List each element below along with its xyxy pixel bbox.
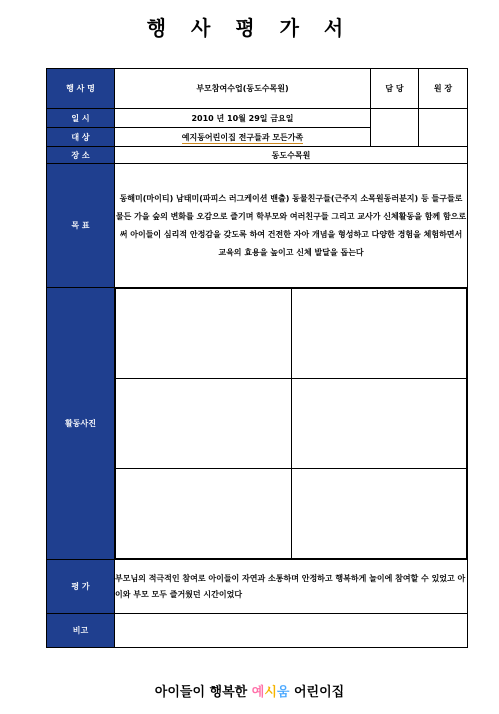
evaluation-form <box>46 68 468 648</box>
photo-grid <box>115 288 467 559</box>
footer-slogan <box>0 681 499 700</box>
label-purpose: 목 표 <box>47 164 115 288</box>
value-target: 예지동어린이집 전구들과 모든가족 <box>181 132 304 142</box>
label-photos: 활동사진 <box>47 288 115 560</box>
row-photos <box>47 288 468 560</box>
evaluation-text: 부모님의 적극적인 참여로 아이들이 자연과 소통하며 안정하고 행복하게 놀이에 참여할 수 있었고 아이와 부모 모두 즐거웠던 시간이었다 <box>115 560 468 614</box>
approval-director-label: 원 장 <box>419 69 468 109</box>
row-event <box>47 69 468 109</box>
photo-slot <box>291 379 467 469</box>
footer-text-before: 아이들이 행복한 <box>154 685 248 700</box>
value-date: 2010 년 10월 29일 금요일 <box>115 109 371 128</box>
label-remarks: 비고 <box>47 614 115 648</box>
row-evaluation <box>47 560 468 614</box>
row-date <box>47 109 468 128</box>
photo-slot <box>116 469 292 559</box>
photo-slot <box>116 289 292 379</box>
brand-logo: 예시움 <box>251 685 290 700</box>
purpose-text: 동해미(마이티) 남태미(파피스 러그케이션 밴출) 동물친구들(근주지 소목원동러분지) 등 들구들로 물든 가을 숲의 변화를 오감으로 즐기며 학부모와 여러친구들 그리고 교사가 신체활동을 함께 함으로써 아이들이 심리적 안정감을 갖도록 하여 건전한 자아 개념을 형성하고 다양한 경험을 체험하면서 교육의 효용을 높이고 신체 발달을 돕는다 <box>115 164 468 288</box>
row-remarks <box>47 614 468 648</box>
photo-slot <box>291 469 467 559</box>
photo-area <box>115 288 468 560</box>
label-date: 일 시 <box>47 109 115 128</box>
label-evaluation: 평 가 <box>47 560 115 614</box>
label-place: 장 소 <box>47 147 115 164</box>
approval-charge-label: 담 당 <box>371 69 419 109</box>
approval-director-sign <box>419 109 468 147</box>
row-place <box>47 147 468 164</box>
footer-text-after: 어린이집 <box>293 685 345 700</box>
row-purpose <box>47 164 468 288</box>
approval-charge-sign <box>371 109 419 147</box>
photo-slot <box>116 379 292 469</box>
photo-slot <box>291 289 467 379</box>
value-remarks <box>115 614 468 648</box>
document-title: 행 사 평 가 서 <box>146 16 353 40</box>
value-event: 부모참여수업(동도수목원) <box>115 69 371 109</box>
label-target: 대 상 <box>47 128 115 147</box>
value-place: 동도수목원 <box>115 147 468 164</box>
label-event: 행 사 명 <box>47 69 115 109</box>
